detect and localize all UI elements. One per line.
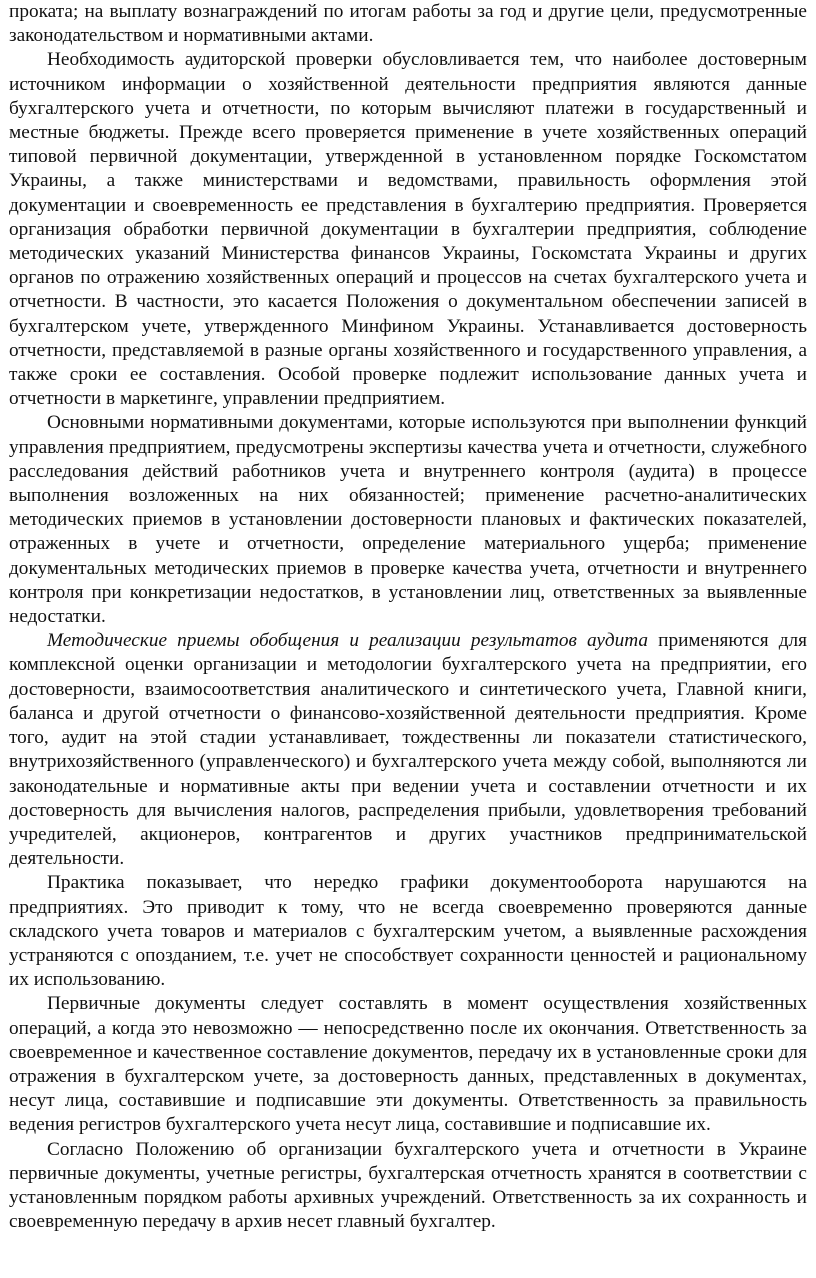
paragraph-archive-storage: Согласно Положению об организации бухгалтерского учета и отчетности в Украине первичные документы, учетные регистры, бухгалтерская отчетность хранятся в соответствии с установленным порядком работы архивных учреждений. Ответственность за их сохранность и своевременную передачу в архив несет главный бухгалтер. <box>9 1138 807 1233</box>
paragraph-practice: Практика показывает, что нередко графики документооборота нарушаются на предприятиях. Это приводит к тому, что не всегда своевременно проверяются данные складского учета товаров и материалов с бухгалтерским учетом, а выявленные расхождения устраняются с опозданием, т.е. учет не способствует сохранности ценностей и рациональному их использованию. <box>9 872 807 991</box>
paragraph-normative-documents: Основными нормативными документами, которые используются при выполнении функций управления предприятием, предусмотрены экспертизы качества учета и отчетности, служебного расследования действий работников учета и внутреннего контроля (аудита) в процессе выполнения возложенных на них обязанностей; применение расчетно-аналитических методических приемов в установлении достоверности плановых и фактических показателей, отраженных в учете и отчетности, определение материального ущерба; применение документальных методических приемов в проверке качества учета, отчетности и внутреннего контроля при конкретизации недостатков, в установлении лиц, ответственных за выявленные недостатки. <box>9 412 807 628</box>
paragraph-methodical-techniques <box>9 629 807 871</box>
paragraph-continuation: проката; на выплату вознаграждений по итогам работы за год и другие цели, предусмотренные законодательством и нормативными актами. <box>9 1 807 47</box>
paragraph-body: применяются для комплексной оценки организации и методологии бухгалтерского учета на предприятии, его достоверности, взаимосоответствия аналитического и синтетического учета, Главной книги, баланса и другой отчетности о финансово-хозяйственной деятельности предприятия. Кроме того, аудит на этой стадии устанавливает, тождественны ли показатели статистического, внутрихозяйственного (управленческого) и бухгалтерского учета между собой, выполняются ли законодательные и нормативные акты при ведении учета и составлении отчетности и их достоверность для вычисления налогов, распределения прибыли, удовлетворения требований учредителей, акционеров, контрагентов и других участников предпринимательской деятельности. <box>9 630 808 870</box>
paragraph-audit-necessity: Необходимость аудиторской проверки обусловливается тем, что наиболее достоверным источником информации о хозяйственной деятельности предприятия являются данные бухгалтерского учета и отчетности, по которым вычисляют платежи в государственный и местные бюджеты. Прежде всего проверяется применение в учете хозяйственных операций типовой первичной документации, утвержденной в установленном порядке Госкомстатом Украины, а также министерствами и ведомствами, правильность оформления этой документации и своевременность ее представления в бухгалтерию предприятия. Проверяется организация обработки первичной документации в бухгалтерии предприятия, соблюдение методических указаний Министерства финансов Украины, Госкомстата Украины и других органов по отражению хозяйственных операций и процессов на счетах бухгалтерского учета и отчетности. В частности, это касается Положения о документальном обеспечении записей в бухгалтерском учете, утвержденного Минфином Украины. Устанавливается достоверность отчетности, представляемой в разные органы хозяйственного и государственного управления, а также сроки ее составления. Особой проверке подлежит использование данных учета и отчетности в маркетинге, управлении предприятием. <box>9 49 807 410</box>
italic-term: Методические приемы обобщения и реализации результатов аудита <box>47 630 649 652</box>
paragraph-primary-documents: Первичные документы следует составлять в момент осуществления хозяйственных операций, а когда это невозможно — непосредственно после их окончания. Ответственность за своевременное и качественное составление документов, передачу их в установленные сроки для отражения в бухгалтерском учете, за достоверность данных, представленных в документах, несут лица, составившие и подписавшие эти документы. Ответственность за правильность ведения регистров бухгалтерского учета несут лица, составившие и подписавшие их. <box>9 993 807 1136</box>
